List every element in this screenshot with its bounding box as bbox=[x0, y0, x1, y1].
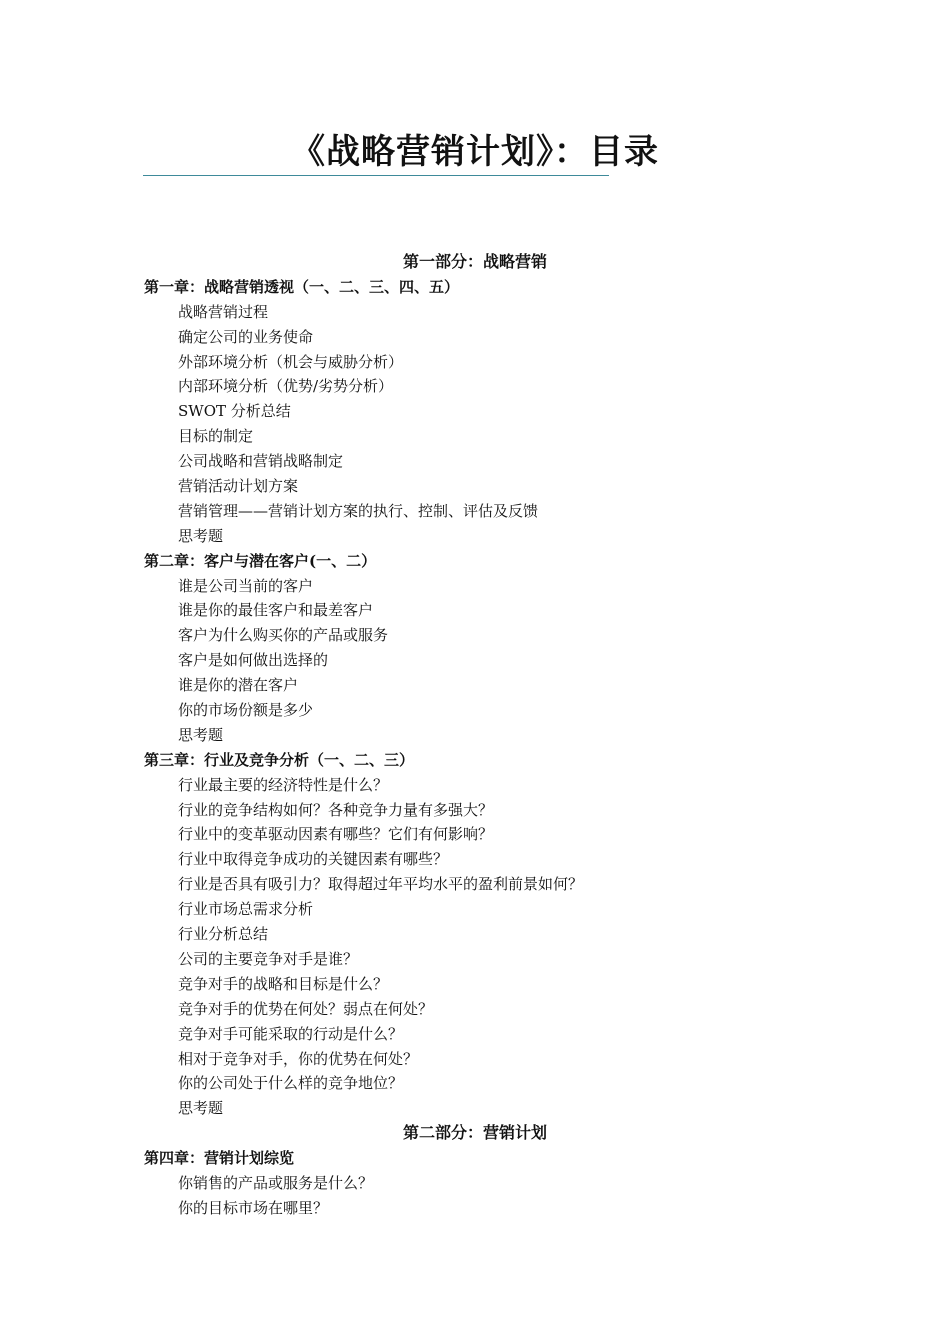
toc-item: 竞争对手可能采取的行动是什么？ bbox=[178, 1024, 404, 1043]
toc-item: 思考题 bbox=[178, 725, 224, 744]
toc-item: 竞争对手的战略和目标是什么？ bbox=[178, 974, 389, 993]
toc-item: 公司的主要竞争对手是谁？ bbox=[178, 949, 359, 968]
document-title: 《战略营销计划》：目录 bbox=[291, 132, 659, 172]
chapter-heading: 第三章：行业及竞争分析（一、二、三） bbox=[144, 750, 415, 769]
toc-item: 行业是否具有吸引力？取得超过年平均水平的盈利前景如何？ bbox=[178, 875, 584, 894]
toc-item: 竞争对手的优势在何处？弱点在何处？ bbox=[178, 999, 434, 1018]
toc-item: 思考题 bbox=[178, 1099, 224, 1118]
toc-item: 行业中的变革驱动因素有哪些？它们有何影响？ bbox=[178, 825, 494, 844]
toc-item: 行业最主要的经济特性是什么？ bbox=[178, 775, 389, 794]
chapter-heading: 第四章：营销计划综览 bbox=[144, 1149, 295, 1168]
toc-item: 营销活动计划方案 bbox=[178, 477, 299, 496]
chapter-heading: 第一章：战略营销透视（一、二、三、四、五） bbox=[144, 277, 460, 296]
toc-item: SWOT 分析总结 bbox=[178, 402, 291, 421]
toc-item: 行业中取得竞争成功的关键因素有哪些？ bbox=[178, 850, 449, 869]
title-underline bbox=[143, 175, 609, 176]
toc-item: 外部环境分析（机会与威胁分析） bbox=[178, 352, 404, 371]
toc-item: 你的目标市场在哪里？ bbox=[178, 1198, 329, 1217]
toc-item: 客户为什么购买你的产品或服务 bbox=[178, 626, 389, 645]
toc-item: 相对于竞争对手，你的优势在何处？ bbox=[178, 1049, 419, 1068]
toc-item: 谁是你的潜在客户 bbox=[178, 676, 299, 695]
part-heading: 第一部分：战略营销 bbox=[402, 252, 547, 271]
toc-item: 公司战略和营销战略制定 bbox=[178, 452, 344, 471]
toc-item: 营销管理——营销计划方案的执行、控制、评估及反馈 bbox=[178, 501, 539, 520]
toc-item: 客户是如何做出选择的 bbox=[178, 651, 329, 670]
toc-item: 谁是你的最佳客户和最差客户 bbox=[178, 601, 374, 620]
chapter-heading: 第二章：客户与潜在客户(一、二） bbox=[144, 551, 377, 570]
toc-item: 你的市场份额是多少 bbox=[178, 701, 314, 720]
toc-item: 谁是公司当前的客户 bbox=[178, 576, 314, 595]
toc-item: 你销售的产品或服务是什么？ bbox=[178, 1173, 374, 1192]
toc-item: 确定公司的业务使命 bbox=[178, 327, 314, 346]
toc-item: 目标的制定 bbox=[178, 427, 254, 446]
toc-item: 战略营销过程 bbox=[178, 302, 269, 321]
table-of-contents bbox=[0, 250, 950, 1221]
toc-item: 行业的竞争结构如何？各种竞争力量有多强大？ bbox=[178, 800, 494, 819]
toc-item: 你的公司处于什么样的竞争地位？ bbox=[178, 1074, 404, 1093]
toc-item: 行业市场总需求分析 bbox=[178, 900, 314, 919]
part-heading: 第二部分：营销计划 bbox=[402, 1123, 547, 1143]
toc-item: 内部环境分析（优势/劣势分析） bbox=[178, 377, 394, 396]
toc-item: 行业分析总结 bbox=[178, 925, 269, 944]
toc-item: 思考题 bbox=[178, 526, 224, 545]
